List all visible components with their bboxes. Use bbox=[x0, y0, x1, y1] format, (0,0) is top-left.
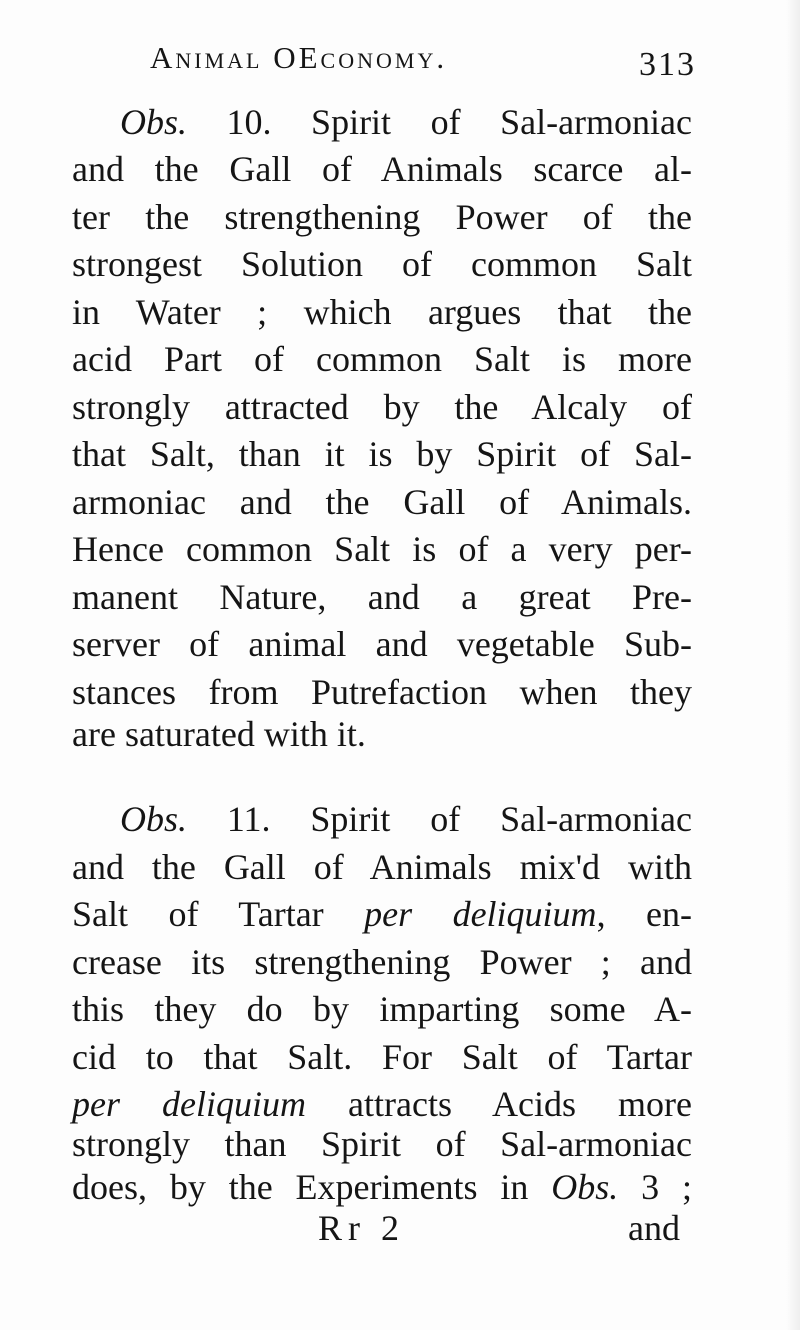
signature-mark: Rr 2 bbox=[318, 1208, 405, 1248]
text-line: and the Gall of Animals mix'd with bbox=[72, 847, 692, 887]
text-line: that Salt, than it is by Spirit of Sal- bbox=[72, 434, 692, 474]
text-segment: Salt of Tartar bbox=[72, 894, 365, 934]
text-line bbox=[72, 890, 692, 938]
catchword: and bbox=[628, 1208, 680, 1248]
text-line: strongly attracted by the Alcaly of bbox=[72, 387, 692, 427]
text-line: crease its strengthening Power ; and bbox=[72, 942, 692, 982]
text-line: stances from Putrefaction when they bbox=[72, 672, 692, 712]
observation-label: Obs. bbox=[551, 1167, 619, 1207]
text-line: in Water ; which argues that the bbox=[72, 292, 692, 332]
text-line: acid Part of common Salt is more bbox=[72, 339, 692, 379]
text-line bbox=[120, 98, 692, 146]
text-line bbox=[120, 795, 692, 843]
text-segment: does, by the Experiments in bbox=[72, 1167, 552, 1207]
text-segment: 10. Spirit of Sal-armoniac bbox=[187, 102, 692, 142]
text-line: strongly than Spirit of Sal-armoniac bbox=[72, 1124, 692, 1164]
observation-label: Obs. bbox=[120, 102, 188, 142]
text-segment: attracts Acids more bbox=[306, 1084, 692, 1124]
running-head bbox=[150, 40, 710, 90]
latin-term: per deliquium bbox=[364, 894, 597, 934]
running-head-title: Animal OEconomy. bbox=[150, 40, 448, 75]
text-line: strongest Solution of common Salt bbox=[72, 244, 692, 284]
text-line: manent Nature, and a great Pre- bbox=[72, 577, 692, 617]
observation-label: Obs. bbox=[120, 799, 188, 839]
text-line: armoniac and the Gall of Animals. bbox=[72, 482, 692, 522]
text-line: this they do by imparting some A- bbox=[72, 989, 692, 1029]
text-segment: , en- bbox=[596, 894, 692, 934]
text-line: ter the strengthening Power of the bbox=[72, 197, 692, 237]
text-line: are saturated with it. bbox=[72, 714, 366, 754]
page-number: 313 bbox=[639, 46, 696, 83]
text-line: Hence common Salt is of a very per- bbox=[72, 529, 692, 569]
text-segment: 11. Spirit of Sal-armoniac bbox=[187, 799, 692, 839]
text-line: and the Gall of Animals scarce al- bbox=[72, 149, 692, 189]
latin-term: per deliquium bbox=[72, 1084, 306, 1124]
text-line: server of animal and vegetable Sub- bbox=[72, 624, 692, 664]
text-line: cid to that Salt. For Salt of Tartar bbox=[72, 1037, 692, 1077]
text-segment: 3 ; bbox=[618, 1167, 692, 1207]
